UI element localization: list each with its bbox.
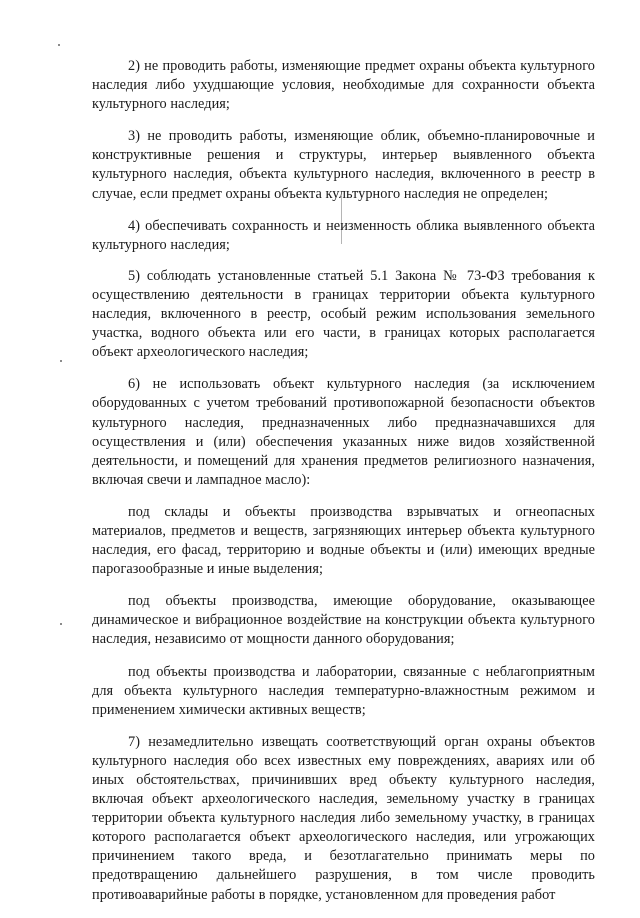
scan-dot (58, 44, 60, 46)
paragraph-item-5: 5) соблюдать установленные статьей 5.1 Закона № 73-ФЗ требования к осуществлению деятельности в границах территории объекта культурного наследия, включенного в реестр, особый режим использования земельного участка, водного объекта или его части, в границах которых располагается объект археологического наследия; (92, 267, 595, 361)
paragraph-item-3: 3) не проводить работы, изменяющие облик, объемно-планировочные и конструктивные решения и структуры, интерьер выявленного объекта культурного наследия, объекта культурного наследия, включенного в реестр в случае, если предмет охраны объекта культурного наследия не определен; (92, 128, 595, 202)
paragraph-item-7: 7) незамедлительно извещать соответствующий орган охраны объектов культурного наследия обо всех известных ему повреждениях, авариях или об иных обстоятельствах, причинивших вред объекту культурного наследия, включая объект археологического наследия, земельному участку в границах территории объекта культурного наследия либо земельному участку, в границах которого располагается объект археологического наследия, или угрожающих причинением такого вреда, и безотлагательно принимать меры по предотвращению дальнейшего разрушения, в том числе проводить противоаварийные работы в порядке, установленном для проведения работ (92, 733, 595, 903)
paragraph-subitem-warehouses: под склады и объекты производства взрывчатых и огнеопасных материалов, предметов и веществ, загрязняющих интерьер объекта культурного наследия, его фасад, территорию и водные объекты и (или) имеющих вредные парогазообразные и иные выделения; (92, 503, 595, 578)
paragraph-item-2: 2) не проводить работы, изменяющие предмет охраны объекта культурного наследия либо ухудшающие условия, необходимые для сохранности объекта культурного наследия; (92, 58, 595, 113)
scan-dot (60, 623, 62, 625)
paragraph-subitem-production: под объекты производства, имеющие оборудование, оказывающее динамическое и вибрационное воздействие на конструкции объекта культурного наследия, независимо от мощности данного оборудования; (92, 593, 595, 648)
paragraph-item-6: 6) не использовать объект культурного наследия (за исключением оборудованных с учетом требований противопожарной безопасности объектов культурного наследия, предназначенных либо предназначавшихся для осуществления и (или) обеспечения указанных ниже видов хозяйственной деятельности, и помещений для хранения предметов религиозного назначения, включая свечи и лампадное масло): (92, 376, 595, 488)
scan-dot (60, 360, 62, 362)
paragraph-item-4: 4) обеспечивать сохранность и неизменность облика выявленного объекта культурного наследия; (92, 217, 595, 253)
paragraph-subitem-laboratories: под объекты производства и лаборатории, связанные с неблагоприятным для объекта культурного наследия температурно-влажностным режимом и применением химически активных веществ; (92, 663, 595, 718)
document-body (92, 57, 595, 918)
